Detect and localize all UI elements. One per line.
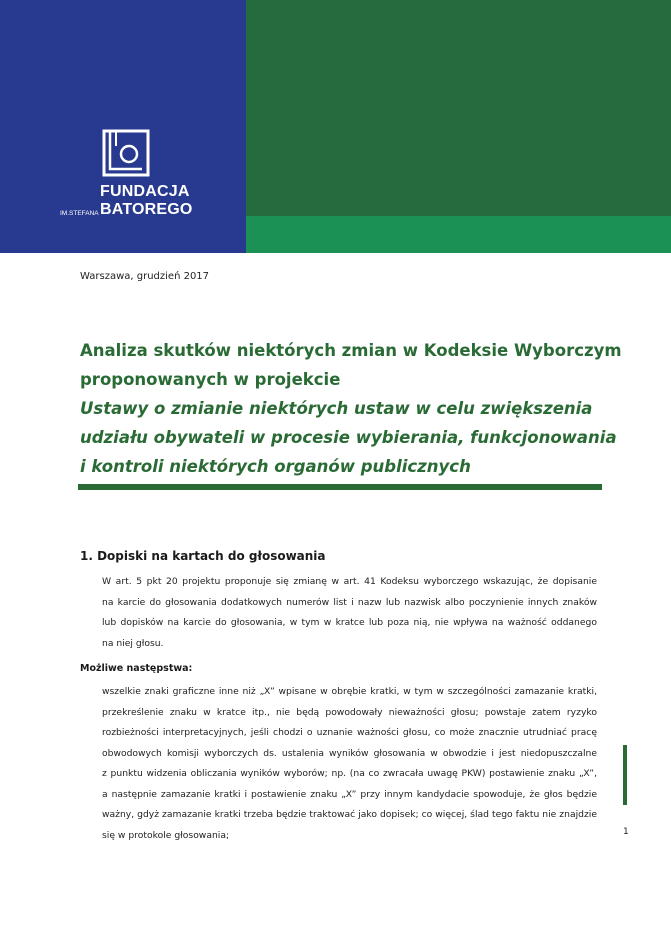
paragraph-line: lub dopisków na karcie do głosowania, w tym w kratce lub poza nią, nie wpływa na ważność oddanego (102, 617, 597, 628)
title-line: udziału obywateli w procesie wybierania, funkcjonowania (80, 428, 617, 447)
logo-small-text: IM.STEFANA (60, 210, 99, 217)
fundacja-batorego-logo-mark-icon (101, 128, 151, 178)
consequence-line: ważny, gdyż zamazanie kratki trzeba będzie traktować jako dopisek; co więcej, ślad tego faktu nie znajdzie (102, 809, 597, 820)
consequence-line: a następnie zamazanie kratki i postawienie znaku „X” przy innym kandydacie spowoduje, że głos będzie (102, 788, 597, 800)
paragraph-line: na niej głosu. (102, 637, 164, 649)
fundacja-batorego-logo (60, 128, 193, 223)
paragraph-line: W art. 5 pkt 20 projektu proponuje się zmianę w art. 41 Kodeksu wyborczego wskazując, że dopisanie (102, 576, 597, 587)
section-paragraph (102, 572, 597, 654)
consequences-label: Możliwe następstwa: (80, 663, 193, 674)
consequence-line: przekreślenie znaku w kratce itp., nie będą powodowały nieważności głosu; powstaje zatem ryzyko (102, 706, 597, 718)
consequence-line: z punktu widzenia obliczania wyników wyborów; np. (na co zwracała uwagę PKW) postawienie znaku „X”, (102, 768, 597, 779)
banner-green-stripe (246, 216, 671, 253)
title-line: Analiza skutków niektórych zmian w Kodeksie Wyborczym (80, 341, 622, 360)
margin-accent-bar (623, 745, 627, 805)
logo-word-batorego: BATOREGO (100, 201, 193, 218)
consequence-line: rozbieżności interpretacyjnych, jeśli chodzi o uznanie ważności głosu, co może znacznie utrudniać pracę (102, 727, 597, 738)
title-line: i kontroli niektórych organów publicznych (80, 457, 471, 476)
section-heading: 1. Dopiski na kartach do głosowania (80, 549, 326, 563)
consequence-line: wszelkie znaki graficzne inne niż „X” wpisane w obrębie kratki, w tym w szczególności zamazanie kratki, (102, 686, 597, 697)
document-title (80, 336, 622, 481)
paragraph-line: na karcie do głosowania dodatkowych numerów list i nazw lub nazwisk albo poczynienie innych znaków (102, 596, 597, 608)
consequence-item (102, 682, 597, 846)
document-date: Warszawa, grudzień 2017 (80, 271, 210, 282)
consequence-line: obwodowych komisji wyborczych ds. ustalenia wyników głosowania w obwodzie i jest niedopuszczalne (102, 747, 597, 759)
title-divider (78, 484, 602, 490)
header-banner (0, 0, 671, 253)
title-line: Ustawy o zmianie niektórych ustaw w celu zwiększenia (80, 399, 593, 418)
logo-word-fundacja: FUNDACJA (100, 183, 190, 200)
banner-green-panel (246, 0, 671, 216)
consequence-line: się w protokole głosowania; (102, 829, 230, 841)
page-number: 1 (623, 827, 629, 837)
title-line: proponowanych w projekcie (80, 370, 341, 389)
